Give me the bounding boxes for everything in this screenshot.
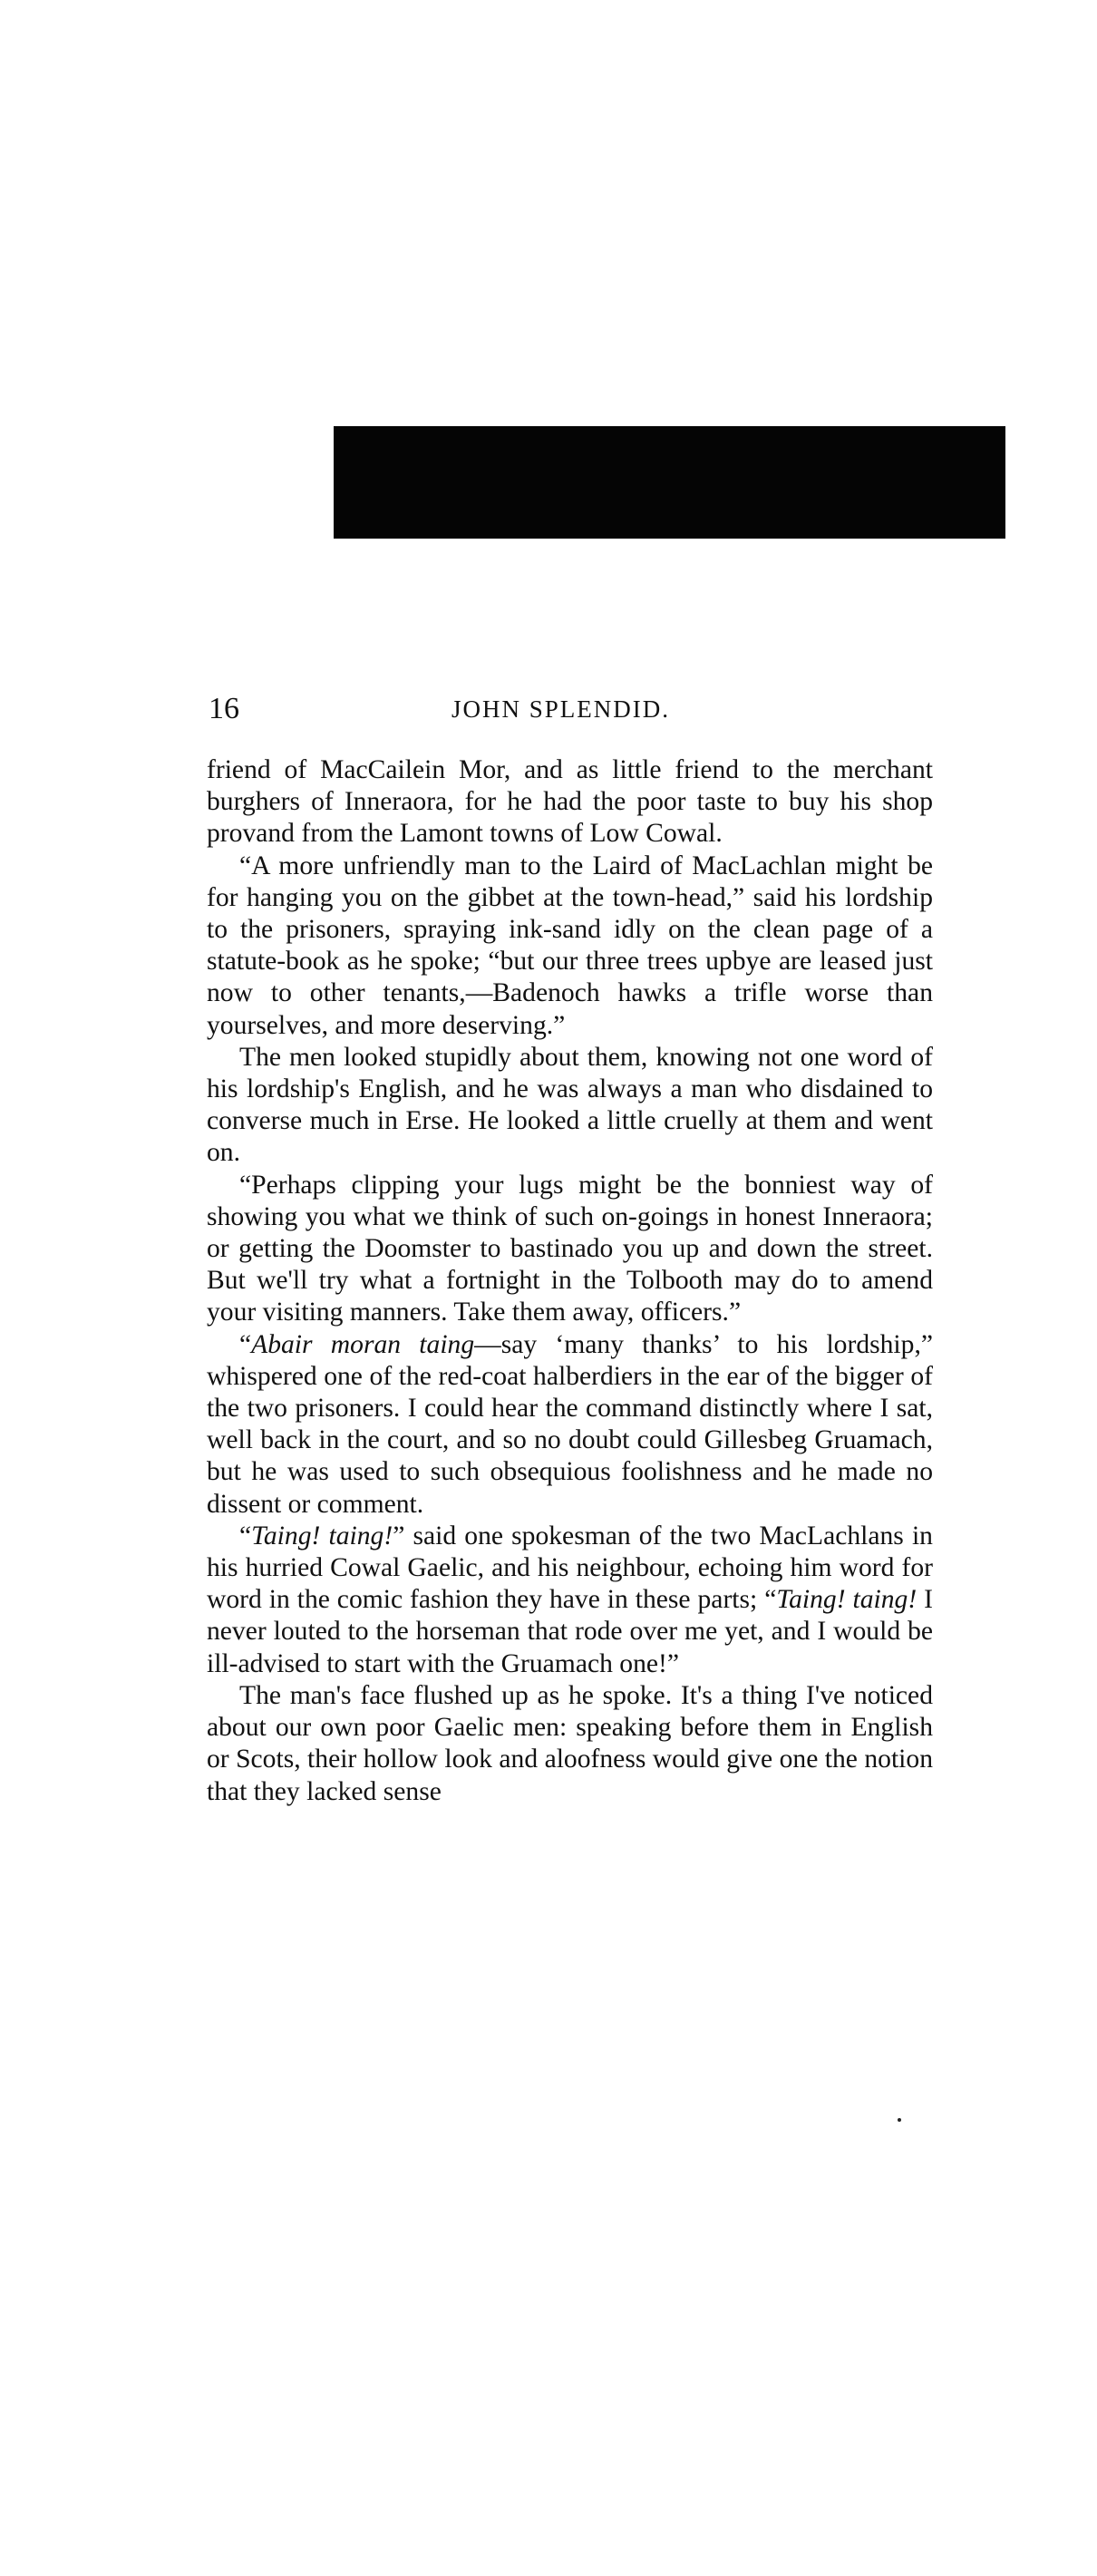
gaelic-phrase: Abair moran taing [251,1329,475,1359]
paragraph-2: “A more unfriendly man to the Laird of MacLachlan might be for hanging you on the gibbet at the town-head,” said his lordship to the prisoners, spraying ink-sand idly on the clean page of a statute-book as he spoke; “but our three trees upbye are leased just now to other tenants,—Badenoch hawks a trifle worse than yourselves, and more deserving.” [207,851,933,1040]
paragraph-6-end: I never louted to the horseman that rode over me yet, and I would be ill-advised to start with the Gruamach one!” [207,1585,933,1678]
paragraph-6 [207,1521,933,1680]
print-speck [898,2118,901,2122]
paragraph-6-middle: ” said one spokesman of the two MacLachlans in his hurried Cowal Gaelic, and his neighbour, echoing him word for word in the comic fashion they have in these parts; “ [207,1521,933,1615]
paragraph-4: “Perhaps clipping your lugs might be the bonniest way of showing you what we think of such on-goings in honest Inneraora; or getting the Doomster to bastinado you up and down the street. But we'll try what a fortnight in the Tolbooth may do to amend your visiting manners. Take them away, officers.” [207,1170,933,1327]
running-title: JOHN SPLENDID. [451,695,671,723]
paragraph-1: friend of MacCailein Mor, and as little friend to the merchant burghers of Inneraora, for he had the poor taste to buy his shop provand from the Lamont towns of Low Cowal. [207,755,933,849]
paragraph-7: The man's face flushed up as he spoke. It's a thing I've noticed about our own poor Gaelic men: speaking before them in English or Scots, their hollow look and aloofness would give one the notion that they lacked sense [207,1680,933,1806]
paragraph-3: The men looked stupidly about them, knowing not one word of his lordship's English, and he was always a man who disdained to converse much in Erse. He looked a little cruelly at them and went on. [207,1042,933,1168]
gaelic-phrase: Taing! taing! [776,1585,917,1615]
redaction-bar [334,426,1005,539]
gaelic-phrase: Taing! taing! [251,1521,393,1550]
paragraph-5-rest: —say ‘many thanks’ to his lordship,” whispered one of the red-coat halberdiers in the ear of the bigger of the two prisoners. I could hear the command distinctly where I sat, well back in the court, and so no doubt could Gillesbeg Gruamach, but he was used to such obsequious foolishness and he made no dissent or comment. [207,1329,933,1519]
text-body [207,754,933,1808]
page-header [209,691,934,727]
open-quote: “ [239,1521,252,1550]
page-number: 16 [209,692,239,725]
open-quote: “ [239,1329,252,1359]
paragraph-5 [207,1329,933,1521]
